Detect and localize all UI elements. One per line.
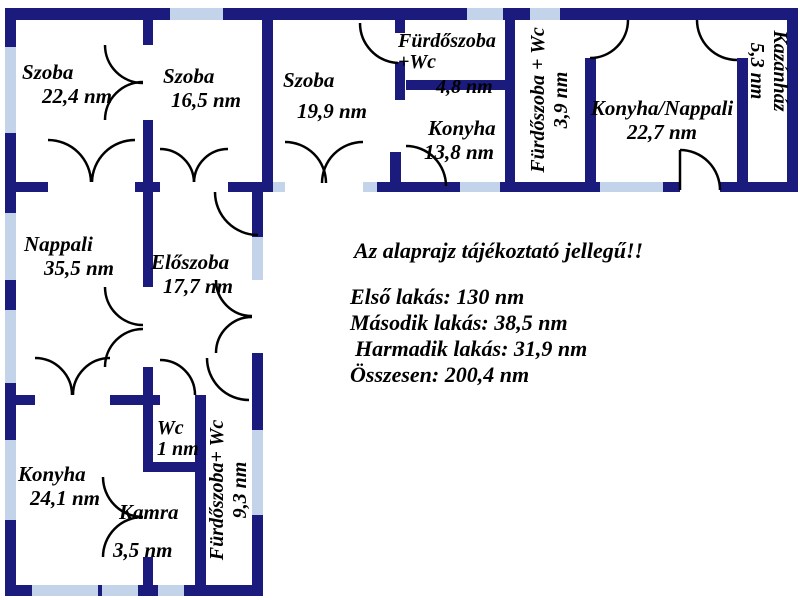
room-label-furdoszoba-wc-39 — [527, 10, 573, 190]
window-segment — [5, 440, 16, 520]
room-label-kamra — [113, 476, 218, 586]
wall-segment — [720, 182, 798, 192]
note-line-total: Összesen: 200,4 nm — [350, 362, 530, 387]
room-name: Szoba — [163, 64, 215, 88]
door-arc — [48, 140, 91, 182]
door-arc — [160, 149, 194, 182]
door-arc — [92, 140, 135, 182]
window-segment — [5, 213, 16, 280]
room-name: Kazánház — [769, 30, 791, 112]
door-arc — [35, 358, 72, 395]
room-label-kazanhaz — [745, 6, 791, 136]
window-segment — [5, 47, 16, 133]
room-area: 16,5 nm — [171, 88, 242, 112]
room-label-szoba-3 — [283, 44, 398, 147]
wall-segment — [135, 182, 160, 192]
room-name: Konyha/Nappali — [590, 96, 734, 120]
room-label-nappali — [24, 208, 154, 304]
door-arc — [160, 360, 195, 395]
room-area: 17,7 nm — [163, 274, 234, 298]
room-label-eloszoba — [151, 226, 263, 322]
wall-segment — [5, 182, 48, 192]
wall-segment — [5, 395, 35, 405]
door-arc — [207, 358, 249, 400]
window-segment — [600, 182, 663, 192]
wall-segment — [143, 405, 153, 462]
window-segment — [32, 585, 98, 596]
room-area: 19,9 nm — [297, 99, 368, 123]
room-name: Fürdőszoba + Wc — [527, 27, 549, 173]
note-line-third-flat: Harmadik lakás: 31,9 nm — [355, 336, 588, 361]
window-segment — [158, 585, 184, 596]
room-label-szoba-2 — [163, 40, 275, 136]
plan-note — [350, 238, 643, 388]
room-name: Kamra — [119, 500, 179, 524]
room-area: 13,8 nm — [424, 140, 495, 164]
room-area: 1 nm — [157, 438, 199, 460]
room-area: 22,4 nm — [42, 84, 113, 108]
window-segment — [273, 182, 285, 192]
window-segment — [252, 430, 263, 515]
room-name: Szoba — [283, 68, 335, 92]
room-area: 5,3 nm — [746, 42, 768, 100]
room-name: Wc — [157, 417, 184, 439]
room-area: 3,9 nm — [550, 71, 572, 129]
door-arc — [216, 317, 252, 353]
room-area: 9,3 nm — [229, 461, 251, 519]
room-name: Konyha — [428, 116, 496, 140]
room-label-konyha-nappali — [586, 72, 738, 168]
wall-segment — [143, 367, 153, 395]
room-name: Szoba — [22, 60, 74, 84]
room-label-szoba-1 — [22, 36, 147, 132]
room-area: 4,8 nm — [436, 76, 493, 98]
window-segment — [363, 182, 377, 192]
room-name: Nappali — [24, 232, 93, 256]
room-name: Konyha — [18, 462, 86, 486]
room-area: 35,5 nm — [44, 256, 115, 280]
note-line-second-flat: Második lakás: 38,5 nm — [350, 310, 568, 335]
room-area: 22,7 nm — [626, 120, 697, 144]
note-line-first-flat: Első lakás: 130 nm — [350, 284, 525, 309]
door-arc — [285, 142, 326, 183]
door-arc — [697, 20, 737, 60]
room-name: Előszoba — [151, 250, 230, 274]
disclaimer-text: Az alaprajz tájékoztató jellegű!! — [354, 238, 644, 263]
door-arc — [590, 20, 628, 58]
window-segment — [5, 310, 16, 383]
window-segment — [170, 8, 223, 20]
room-label-furdoszoba-wc-93 — [205, 395, 253, 585]
room-name: Fürdőszoba +Wc — [398, 30, 496, 73]
door-arc — [194, 149, 228, 182]
room-name: Fürdőszoba+ Wc — [206, 419, 228, 561]
room-area: 24,1 nm — [30, 486, 101, 510]
room-area: 3,5 nm — [113, 538, 173, 562]
wall-segment — [110, 395, 160, 405]
door-arc — [322, 142, 363, 183]
room-label-konyha-138 — [424, 92, 519, 188]
window-segment — [102, 585, 138, 596]
door-arc — [105, 329, 143, 367]
wall-segment — [390, 152, 401, 182]
